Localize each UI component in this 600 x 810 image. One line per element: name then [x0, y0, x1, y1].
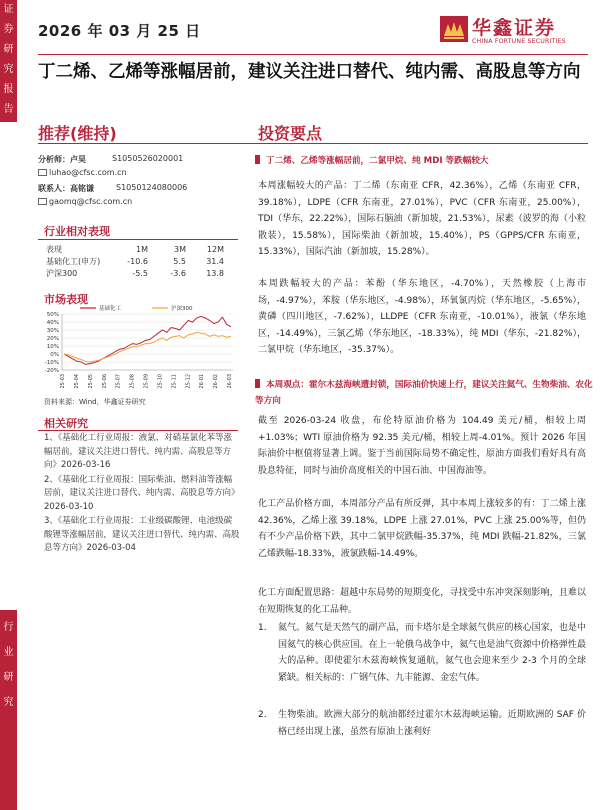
x-tick-label: 26-01: [199, 374, 206, 389]
logo-text-en: CHINA FORTUNE SECURITIES: [472, 38, 566, 45]
table-row: [44, 267, 226, 279]
perf-cell: -5.5: [132, 268, 148, 278]
perf-cell: -10.6: [127, 256, 148, 266]
perf-cell: 13.8: [206, 268, 224, 278]
sidebar-char: 券: [3, 24, 14, 35]
company-logo: [440, 14, 590, 48]
investment-highlights-title: 投资要点: [258, 124, 323, 143]
series-line-chemical: [64, 316, 231, 364]
x-tick-label: 25-12: [185, 374, 192, 389]
y-tick-label: -10%: [44, 360, 59, 366]
perf-rule: [38, 239, 238, 240]
analyst-license: S1050526020001: [112, 154, 184, 163]
sidebar-report-type: [0, 0, 17, 122]
paragraph-gainers: 本周涨幅较大的产品：丁二烯（东南亚 CFR，42.36%），乙烯（东南亚 CFR，39.18%），LDPE（CFR 东南亚，27.01%），PVC（CFR 东南亚，25.00%），TDI（华东，22.22%），国际石脑油（新加坡，21.53%），尿素（波罗的海（小粒散装），15.58%），国际柴油（新加坡，15.40%），PS（GPPS/CFR 东南亚，15.33%），国际汽油（新加坡，15.28%）。: [258, 181, 586, 258]
table-row: [44, 255, 226, 267]
header-rule: [38, 54, 588, 55]
section-heading-text: 本周观点：霍尔木兹海峡遭封锁，国际油价快速上行，建议关注氦气、生物柴油、农化等方向: [255, 380, 593, 406]
analyst-email[interactable]: luhao@cfsc.com.cn: [49, 168, 127, 177]
contact-license: S1050124080006: [116, 183, 188, 192]
paragraph-prices: 化工产品价格方面，本周部分产品有所反弹，其中本周上涨较多的有：丁二烯上涨 42.36%，乙烯上涨 39.18%，LDPE 上涨 27.01%，PVC 上涨 25.00%等，但仍有不少产品价格下跌，其中二氯甲烷跌幅-35.37%，纯 MDI 跌幅-21.82%，三氯乙烯跌幅-18.33%，液氯跌幅-14.49%。: [258, 499, 586, 559]
logo-text-cn: 华鑫证券: [472, 17, 557, 39]
x-tick-label: 25-06: [101, 374, 108, 389]
contact-row: [38, 183, 238, 194]
bullet-square-icon: [255, 155, 260, 164]
sidebar-category: [0, 610, 17, 810]
related-item[interactable]: 1、《基础化工行业周报：液氯、对硝基氯化苯等涨幅居前，建议关注进口替代、纯内需、高股息等方向》2026-03-16: [44, 433, 233, 470]
chart-source: 资料来源：Wind，华鑫证券研究: [44, 398, 146, 406]
legend-label: 沪深300: [171, 306, 193, 312]
report-date: 2026 年 03 月 25 日: [38, 22, 201, 40]
section-heading-1: [255, 154, 595, 168]
paragraph-strategy: 化工方面配置思路：超越中东局势的短期变化，寻找受中东冲突深刻影响，且难以在短期恢复的化工品种。: [258, 588, 586, 615]
perf-header: 表现: [46, 244, 62, 254]
x-tick-label: 26-02: [213, 374, 220, 389]
x-tick-label: 25-09: [143, 374, 150, 389]
sidebar-char: 告: [3, 104, 14, 115]
related-rule: [38, 430, 238, 431]
bullet-square-icon: [255, 379, 260, 388]
paragraph-losers: 本周跌幅较大的产品：苯酚（华东地区，-4.70%），天然橡胶（上海市场，-4.97%），苯胺（华东地区，-4.98%），环氧氯丙烷（华东地区，-5.65%），黄磷（四川地区，-7.62%），LLDPE（CFR 东南亚，-10.01%），液氯（华东地区，-14.49%），三氯乙烯（华东地区，-18.33%），纯 MDI（华东，-21.82%），二氯甲烷（华东地区，-35.37%）。: [258, 279, 586, 356]
related-item[interactable]: 2、《基础化工行业周报：国际柴油、燃料油等涨幅居前，建议关注进口替代、纯内需、高股息等方向》2026-03-10: [44, 474, 240, 512]
perf-table: [44, 243, 226, 279]
y-tick-label: 50%: [46, 312, 59, 318]
related-list: [44, 432, 240, 557]
sidebar-char: 究: [3, 697, 14, 708]
sidebar-char: 业: [3, 647, 14, 658]
x-tick-label: 25-10: [157, 374, 164, 389]
analyst-row: [38, 154, 238, 165]
perf-cell: 沪深300: [46, 268, 78, 278]
series-line-csi300: [64, 332, 231, 362]
perf-header: 12M: [206, 244, 224, 254]
x-tick-label: 25-05: [87, 374, 94, 389]
list-text: 氦气。氦气是天然气的副产品，而卡塔尔是全球氦气供应的核心国家，也是中国氦气的核心供应国。在上一轮俄乌战争中，氦气也是油气资源中价格弹性最大的品种。即使霍尔木兹海峡恢复通航，氦气也会迎来至少 2-3 个月的全球紧缺。相关标的：广钢气体、九丰能源、金宏气体。: [278, 623, 586, 683]
contact-name: 高铭谦: [70, 184, 94, 193]
perf-header-row: [44, 243, 226, 255]
x-tick-label: 25-07: [115, 374, 122, 389]
y-tick-label: -20%: [44, 368, 59, 374]
list-number: 1.: [258, 623, 267, 633]
section-heading-2: [255, 377, 595, 409]
market-chart: [38, 304, 238, 396]
x-tick-label: 25-08: [129, 374, 136, 389]
sidebar-char: 行: [3, 622, 14, 633]
market-title: 市场表现: [44, 293, 88, 306]
y-tick-label: 40%: [46, 320, 59, 326]
y-tick-label: 30%: [46, 328, 59, 334]
y-tick-label: 20%: [46, 336, 59, 342]
perf-cell: -3.6: [170, 268, 186, 278]
contact-email[interactable]: gaomq@cfsc.com.cn: [49, 197, 133, 206]
section-heading-text: 丁二烯、乙烯等涨幅居前，二氯甲烷、纯 MDI 等跌幅较大: [266, 156, 489, 166]
analyst-block: [38, 154, 238, 206]
related-item[interactable]: 3、《基础化工行业周报：工业级碳酸锂、电池级碳酸锂等涨幅居前，建议关注进口替代、纯内需、高股息等方向》2026-03-04: [44, 516, 240, 553]
rating-label: 推荐(维持): [38, 124, 117, 143]
perf-header: 1M: [136, 244, 148, 254]
paragraph-oil: 截至 2026-03-24 收盘，布伦特原油价格为 104.49 美元/桶，相较上周+1.03%；WTI 原油价格为 92.35 美元/桶，相较上周-4.01%。预计 2026 年国际油价中枢值将显著上调。鉴于当前国际局势不确定性，原油方面我们看好具有高股息特征，同时与油价高度相关的中国石油、中国海油等。: [258, 416, 586, 476]
report-headline: 丁二烯、乙烯等涨幅居前，建议关注进口替代、纯内需、高股息等方向: [38, 62, 581, 82]
x-tick-label: 26-03: [227, 374, 233, 389]
legend-label: 基础化工: [99, 306, 122, 312]
mail-icon: [38, 198, 47, 205]
analyst-role: 分析师：: [38, 155, 70, 164]
logo-mark-icon: [440, 16, 468, 42]
y-tick-label: 0%: [50, 352, 59, 358]
sidebar-char: 研: [3, 44, 14, 55]
list-number: 2.: [258, 710, 267, 720]
contact-role: 联系人：: [38, 184, 70, 193]
sidebar-char: 究: [3, 64, 14, 75]
perf-cell: 5.5: [173, 256, 186, 266]
perf-title: 行业相对表现: [44, 225, 110, 238]
sidebar-char: 研: [3, 672, 14, 683]
mail-icon: [38, 169, 47, 176]
analyst-email-row: [38, 168, 238, 177]
list-text: 生物柴油。欧洲大部分的航油都经过霍尔木兹海峡运输。近期欧洲的 SAF 价格已经出现上涨，虽然有原油上涨利好: [278, 710, 586, 737]
x-tick-label: 25-04: [73, 374, 80, 389]
analyst-name: 卢昊: [70, 155, 86, 164]
y-tick-label: 10%: [46, 344, 59, 350]
perf-header: 3M: [174, 244, 186, 254]
sidebar-char: 证: [3, 4, 14, 15]
perf-cell: 基础化工(申万): [46, 256, 101, 266]
related-title: 相关研究: [44, 417, 88, 430]
contact-email-row: [38, 197, 238, 206]
perf-cell: 31.4: [206, 256, 224, 266]
x-tick-label: 25-11: [171, 374, 178, 389]
rating-rule: [38, 143, 588, 144]
list-item: [258, 707, 586, 740]
sidebar-char: 报: [3, 84, 14, 95]
list-item: [258, 620, 586, 686]
x-tick-label: 25-03: [60, 374, 66, 389]
